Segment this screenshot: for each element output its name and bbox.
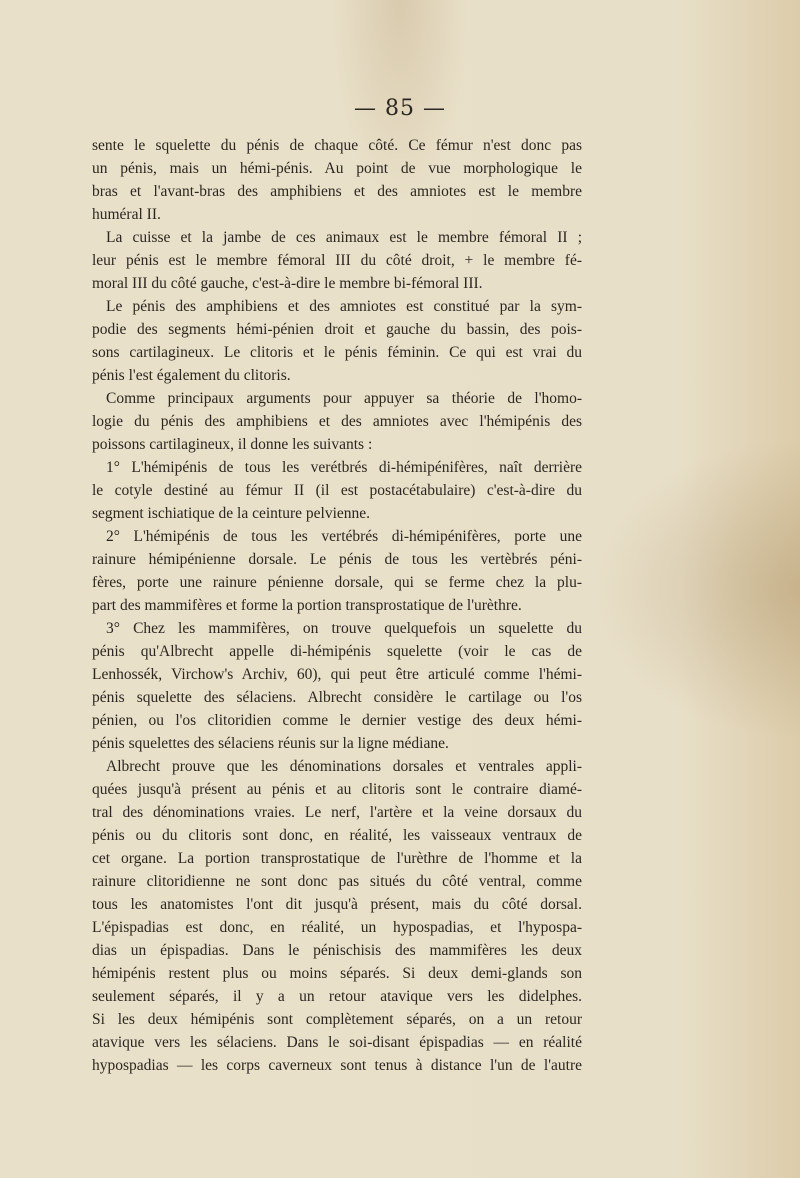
text-line: fères, porte une rainure pénienne dorsale, qui se ferme chez la plu- bbox=[92, 574, 582, 591]
text-line: tous les anatomistes l'ont dit jusqu'à présent, mais du côté dorsal. bbox=[92, 896, 582, 913]
body-text bbox=[92, 134, 582, 1077]
text-line: sente le squelette du pénis de chaque côté. Ce fémur n'est donc pas bbox=[92, 137, 582, 154]
text-line: le cotyle destiné au fémur II (il est postacétabulaire) c'est-à-dire du bbox=[92, 482, 582, 499]
text-line: cet organe. La portion transprostatique de l'urèthre de l'homme et la bbox=[92, 850, 582, 867]
text-line: 2° L'hémipénis de tous les vertébrés di-hémipénifères, porte une bbox=[106, 528, 582, 545]
text-line: podie des segments hémi-pénien droit et gauche du bassin, des pois- bbox=[92, 321, 582, 338]
text-line: hypospadias — les corps caverneux sont tenus à distance l'un de l'autre bbox=[92, 1057, 582, 1074]
text-line: pénis qu'Albrecht appelle di-hémipénis squelette (voir le cas de bbox=[92, 643, 582, 660]
text-line: 1° L'hémipénis de tous les verétbrés di-hémipénifères, naît derrière bbox=[106, 459, 582, 476]
text-line: pénis l'est également du clitoris. bbox=[92, 367, 291, 384]
page-number: — 85 — bbox=[354, 96, 446, 121]
text-line: Comme principaux arguments pour appuyer sa théorie de l'homo- bbox=[106, 390, 582, 407]
text-line: seulement séparés, il y a un retour atavique vers les didelphes. bbox=[92, 988, 582, 1005]
text-line: leur pénis est le membre fémoral III du côté droit, + le membre fé- bbox=[92, 252, 582, 269]
text-line: huméral II. bbox=[92, 206, 161, 223]
text-line: Si les deux hémipénis sont complètement séparés, on a un retour bbox=[92, 1011, 582, 1028]
text-line: pénis squelette des sélaciens. Albrecht considère le cartilage ou l'os bbox=[92, 689, 582, 706]
text-line: dias un épispadias. Dans le pénischisis des mammifères les deux bbox=[92, 942, 582, 959]
text-line: tral des dénominations vraies. Le nerf, l'artère et la veine dorsaux du bbox=[92, 804, 582, 821]
text-line: segment ischiatique de la ceinture pelvienne. bbox=[92, 505, 371, 522]
text-line: 3° Chez les mammifères, on trouve quelquefois un squelette du bbox=[106, 620, 582, 637]
text-line: pénien, ou l'os clitoridien comme le dernier vestige des deux hémi- bbox=[92, 712, 582, 729]
text-line: moral III du côté gauche, c'est-à-dire le membre bi-fémoral III. bbox=[92, 275, 483, 292]
text-line: L'épispadias est donc, en réalité, un hypospadias, et l'hypospa- bbox=[92, 919, 582, 936]
text-line: part des mammifères et forme la portion transprostatique de l'urèthre. bbox=[92, 597, 522, 614]
text-line: Lenhossék, Virchow's Archiv, 60), qui peut être articulé comme l'hémi- bbox=[92, 666, 582, 683]
text-line: un pénis, mais un hémi-pénis. Au point de vue morphologique le bbox=[92, 160, 582, 177]
text-line: pénis squelettes des sélaciens réunis sur la ligne médiane. bbox=[92, 735, 449, 752]
text-line: hémipénis restent plus ou moins séparés. Si deux demi-glands son bbox=[92, 965, 582, 982]
text-line: pénis ou du clitoris sont donc, en réalité, les vaisseaux ventraux de bbox=[92, 827, 582, 844]
text-line: poissons cartilagineux, il donne les suivants : bbox=[92, 436, 373, 453]
text-line: Albrecht prouve que les dénominations dorsales et ventrales appli- bbox=[106, 758, 582, 775]
text-line: La cuisse et la jambe de ces animaux est le membre fémoral II ; bbox=[106, 229, 582, 246]
text-line: logie du pénis des amphibiens et des amniotes avec l'hémipénis des bbox=[92, 413, 582, 430]
text-line: rainure hémipénienne dorsale. Le pénis de tous les vertèbrés péni- bbox=[92, 551, 582, 568]
text-line: Le pénis des amphibiens et des amniotes est constitué par la sym- bbox=[106, 298, 582, 315]
text-line: sons cartilagineux. Le clitoris et le pénis féminin. Ce qui est vrai du bbox=[92, 344, 582, 361]
text-line: quées jusqu'à présent au pénis et au clitoris sont le contraire diamé- bbox=[92, 781, 582, 798]
text-line: atavique vers les sélaciens. Dans le soi-disant épispadias — en réalité bbox=[92, 1034, 582, 1051]
text-line: rainure clitoridienne ne sont donc pas situés du côté ventral, comme bbox=[92, 873, 582, 890]
text-line: bras et l'avant-bras des amphibiens et des amniotes est le membre bbox=[92, 183, 582, 200]
